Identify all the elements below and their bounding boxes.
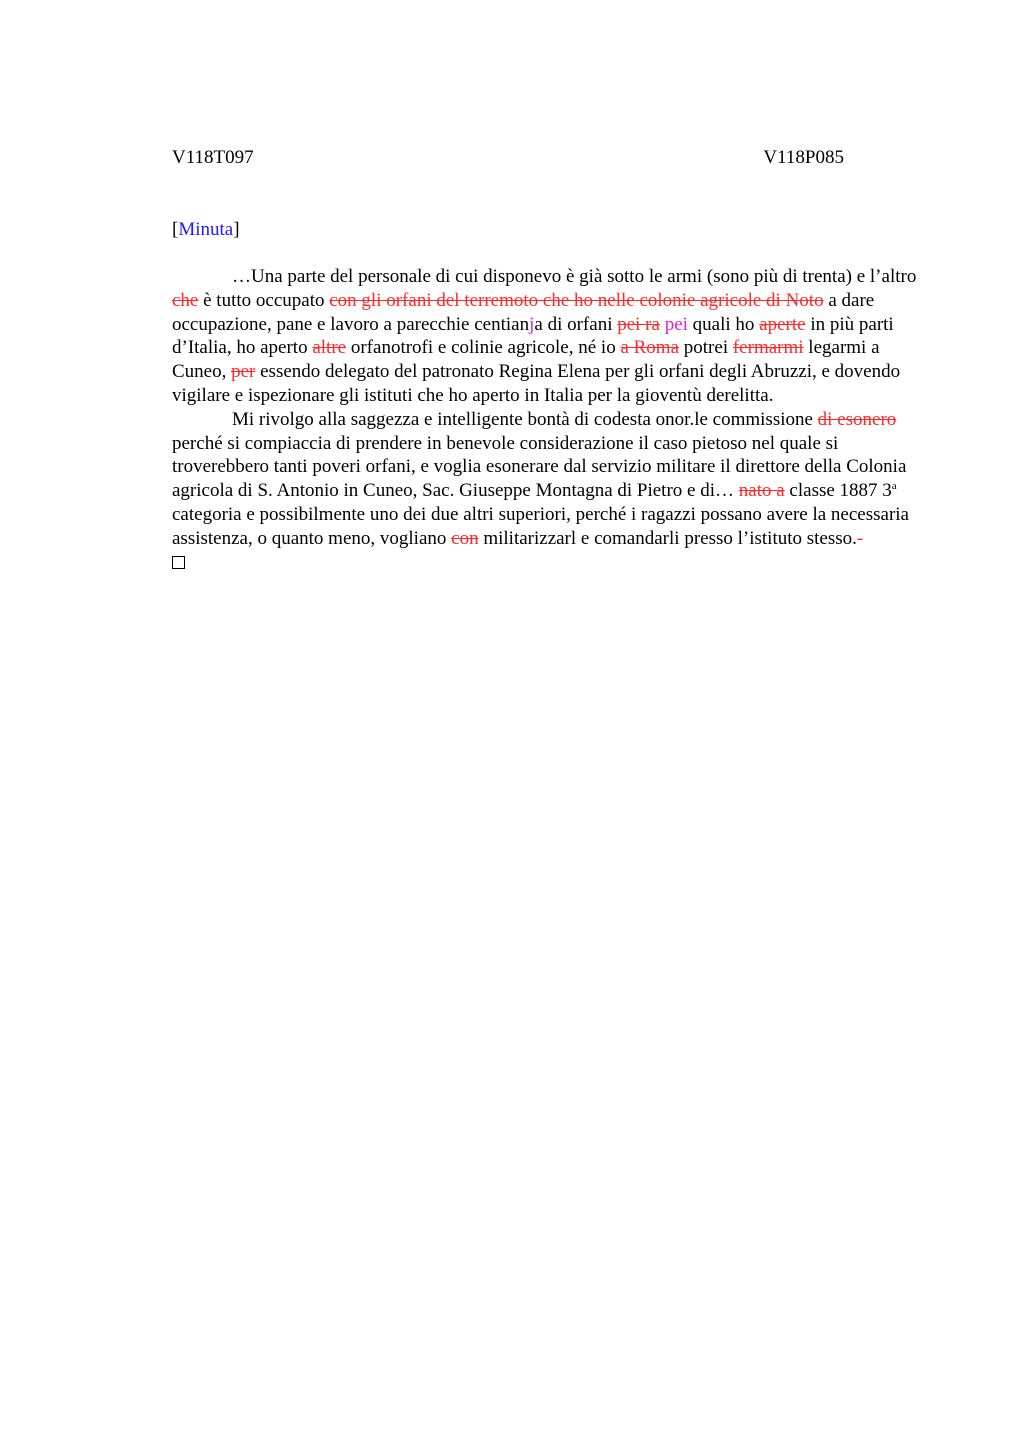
volume-code-right: V118P085 — [763, 147, 844, 168]
end-of-document-box-icon — [172, 556, 185, 569]
text-segment: in più parti d’Italia, ho aperto — [172, 313, 894, 359]
text-segment: potrei — [679, 337, 733, 359]
deleted-text: per — [231, 361, 256, 383]
document-type-label — [172, 218, 240, 242]
text-segment: essendo delegato del patronato Regina Elena per gli orfani degli Abruzzi, e dovendo vigilare e ispezionare gli istituti che ho aperto in Italia per la gioventù derelitta. — [172, 361, 901, 406]
text-segment: categoria e possibilmente uno dei due altri superiori, perché i ragazzi possano avere la necessaria assistenza, o quanto meno, vogliano — [172, 503, 909, 549]
deleted-text: con gli orfani del terremoto che ho nelle colonie agricole di Noto — [329, 289, 824, 311]
deleted-text: a Roma — [620, 337, 680, 359]
close-bracket: ] — [233, 219, 240, 240]
deleted-text: altre — [312, 337, 347, 359]
letter-body — [172, 265, 932, 575]
text-segment: militarizzarl e comandarli presso l’istituto stesso. — [478, 527, 857, 549]
deleted-text: pei ra — [617, 313, 660, 335]
inserted-text: j — [529, 313, 535, 335]
text-segment: a di orfani — [534, 313, 618, 335]
text-segment: Mi rivolgo alla saggezza e intelligente bontà di codesta onor.le commissione — [232, 408, 818, 430]
deleted-text: fermarmi — [732, 337, 804, 359]
text-segment: classe 1887 3 — [784, 480, 892, 502]
deleted-text: aperte — [759, 313, 806, 335]
text-segment: perché si compiaccia di prendere in benevole considerazione il caso pietoso nel quale si troverebbero tanti poveri orfani, e voglia esonerare dal servizio militare il direttore della Colonia agricola di S. Antonio in Cuneo, Sac. Giuseppe Montagna di Pietro e di… — [172, 432, 907, 502]
superscript: a — [891, 480, 897, 493]
text-segment: …Una parte del personale di cui disponevo è già sotto le armi (sono più di trenta) e l’altro — [232, 266, 917, 287]
deleted-text: nato a — [738, 480, 785, 502]
minuta-label: Minuta — [178, 219, 234, 240]
deleted-text: con — [451, 527, 479, 549]
volume-code-left: V118T097 — [172, 147, 254, 168]
end-mark: - — [856, 527, 864, 549]
paragraph-2 — [172, 408, 932, 551]
paragraph-1 — [172, 265, 932, 408]
text-segment: a dare occupazione, pane e lavoro a parecchie centian — [172, 289, 875, 335]
deleted-text: di esonero — [817, 408, 897, 430]
open-bracket: [ — [172, 219, 179, 240]
text-segment: legarmi a Cuneo, — [172, 337, 880, 383]
inserted-text: pei — [664, 313, 688, 335]
text-segment: quali ho — [687, 313, 760, 335]
deleted-text: che — [172, 289, 199, 311]
text-segment: orfanotrofi e colinie agricole, né io — [346, 337, 621, 359]
text-segment: è tutto occupato — [198, 289, 330, 311]
